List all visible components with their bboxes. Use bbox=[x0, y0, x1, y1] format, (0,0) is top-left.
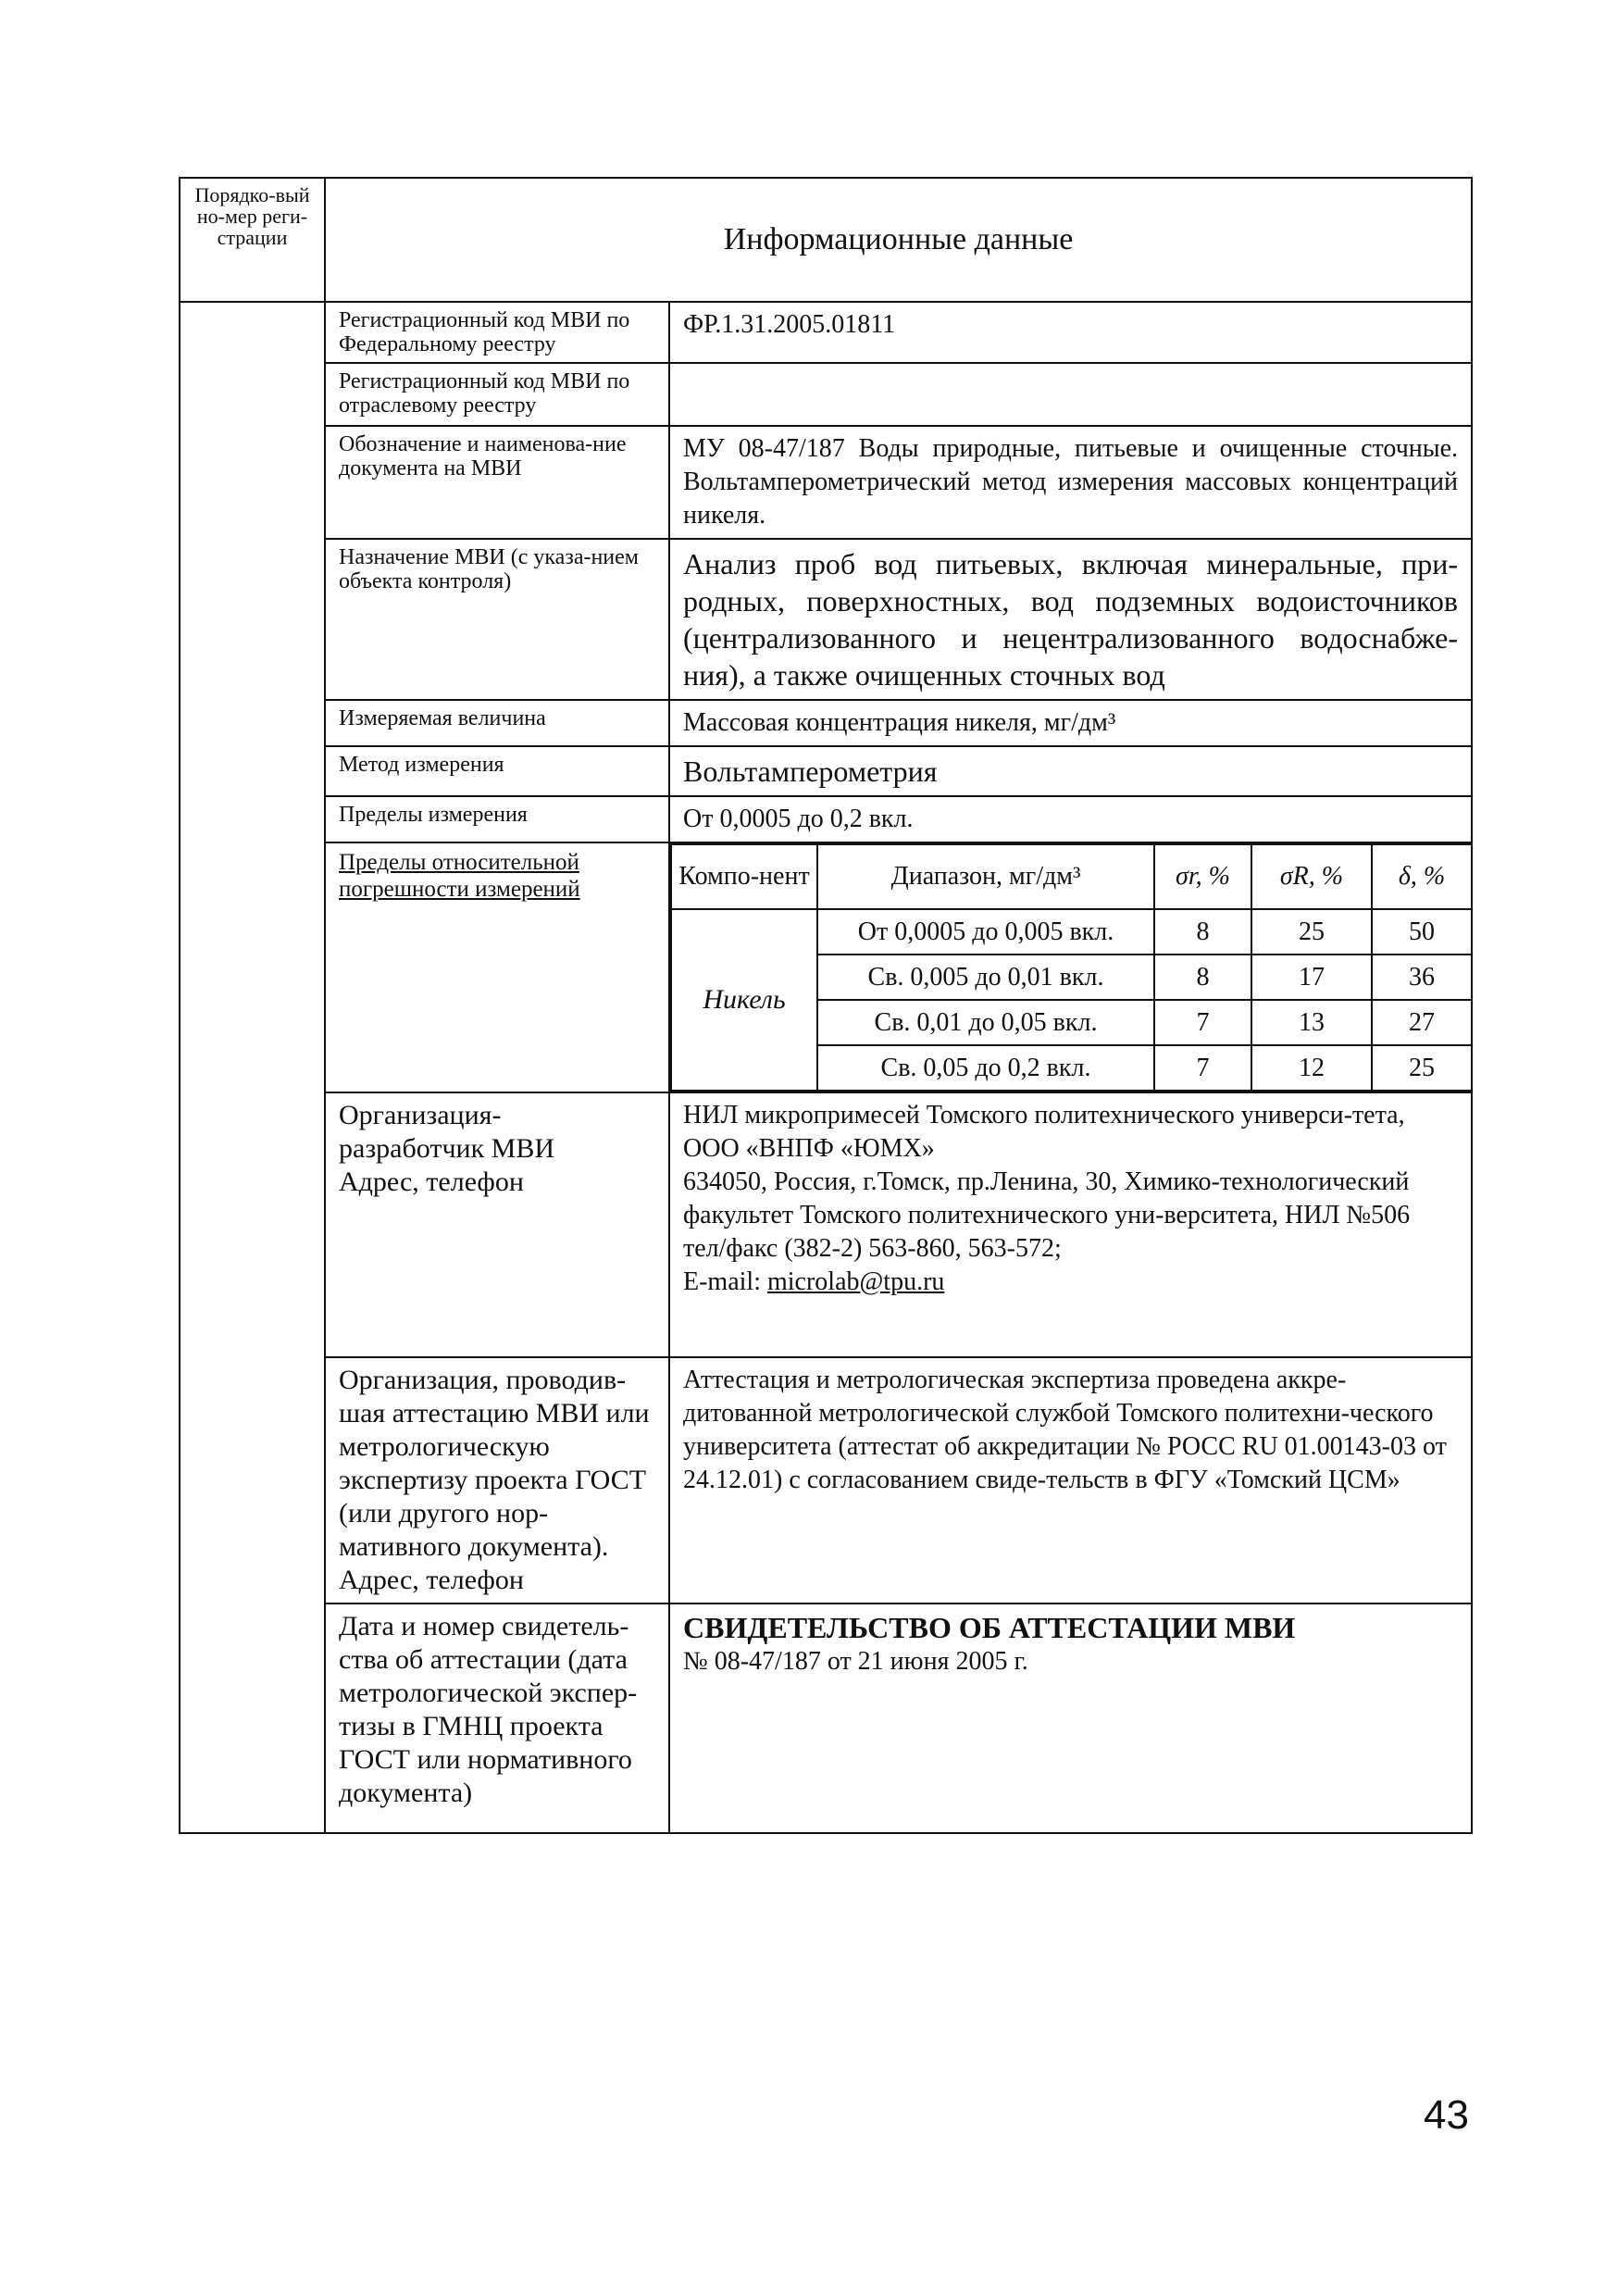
col-header-range: Диапазон, мг/дм³ bbox=[817, 844, 1154, 909]
purpose-label: Назначение МВИ (с указа-нием объекта контроля) bbox=[325, 539, 669, 700]
col-header-sigma-r: σr, % bbox=[1154, 844, 1251, 909]
developer-line: тел/факс (382-2) 563-860, 563-572; bbox=[683, 1234, 1062, 1263]
error-table bbox=[670, 843, 1473, 1092]
col-header-delta: δ, % bbox=[1372, 844, 1472, 909]
certificate-number: № 08-47/187 от 21 июня 2005 г. bbox=[683, 1647, 1028, 1676]
branch-code-value bbox=[669, 363, 1472, 426]
error-table-cell bbox=[669, 842, 1472, 1092]
range-2: Св. 0,01 до 0,05 вкл. bbox=[817, 1000, 1154, 1045]
range-1: Св. 0,005 до 0,01 вкл. bbox=[817, 955, 1154, 1000]
limits-value: От 0,0005 до 0,2 вкл. bbox=[669, 796, 1472, 842]
limits-label: Пределы измерения bbox=[325, 796, 669, 842]
sR-0: 25 bbox=[1251, 909, 1372, 955]
sR-3: 12 bbox=[1251, 1045, 1372, 1091]
purpose-value: Анализ проб вод питьевых, включая минеральные, при-родных, поверхностных, вод подземных водоисточников (централизованного и нецентрализованного водоснабже-ния), а также очищенных сточных вод bbox=[669, 539, 1472, 700]
developer-value bbox=[669, 1092, 1472, 1357]
sr-2: 7 bbox=[1154, 1000, 1251, 1045]
developer-label-line: Адрес, телефон bbox=[339, 1167, 524, 1197]
registration-table bbox=[179, 177, 1473, 1834]
d-3: 25 bbox=[1372, 1045, 1472, 1091]
developer-label-line: Организация- bbox=[339, 1100, 502, 1130]
sr-0: 8 bbox=[1154, 909, 1251, 955]
developer-email-line bbox=[683, 1266, 1458, 1299]
error-label-text: Пределы относительной погрешности измерений bbox=[339, 850, 580, 902]
col-header-component: Компо-нент bbox=[671, 844, 817, 909]
email-prefix: E-mail: bbox=[683, 1267, 767, 1296]
developer-line: НИЛ микропримесей Томского политехнического универси-тета, ООО «ВНПФ «ЮМХ» bbox=[683, 1101, 1405, 1163]
fed-code-value: ФР.1.31.2005.01811 bbox=[669, 302, 1472, 363]
certificate-value bbox=[669, 1603, 1472, 1833]
sR-2: 13 bbox=[1251, 1000, 1372, 1045]
range-3: Св. 0,05 до 0,2 вкл. bbox=[817, 1045, 1154, 1091]
method-value: Вольтамперометрия bbox=[669, 746, 1472, 796]
d-1: 36 bbox=[1372, 955, 1472, 1000]
d-0: 50 bbox=[1372, 909, 1472, 955]
component-name: Никель bbox=[671, 909, 817, 1091]
attest-org-value: Аттестация и метрологическая экспертиза проведена аккре-дитованной метрологической службой Томского политехни-ческого университета (аттестат об аккредитации № РОСС RU 01.00143-03 от 24.12.01) с согласованием свиде-тельств в ФГУ «Томский ЦСМ» bbox=[669, 1357, 1472, 1603]
branch-code-label: Регистрационный код МВИ по отраслевому реестру bbox=[325, 363, 669, 426]
col-header-sigma-R: σR, % bbox=[1251, 844, 1372, 909]
page-number: 43 bbox=[1424, 2092, 1469, 2138]
developer-label-line: разработчик МВИ bbox=[339, 1133, 555, 1164]
reg-number-cell bbox=[180, 302, 325, 1833]
doc-name-label: Обозначение и наименова-ние документа на МВИ bbox=[325, 426, 669, 539]
sR-1: 17 bbox=[1251, 955, 1372, 1000]
range-0: От 0,0005 до 0,005 вкл. bbox=[817, 909, 1154, 955]
developer-label bbox=[325, 1092, 669, 1357]
certificate-title: СВИДЕТЕЛЬСТВО ОБ АТТЕСТАЦИИ МВИ bbox=[683, 1611, 1296, 1644]
sr-1: 8 bbox=[1154, 955, 1251, 1000]
sr-3: 7 bbox=[1154, 1045, 1251, 1091]
reg-number-header: Порядко-вый но-мер реги-страции bbox=[180, 178, 325, 302]
quantity-label: Измеряемая величина bbox=[325, 700, 669, 746]
error-label bbox=[325, 842, 669, 1092]
method-label: Метод измерения bbox=[325, 746, 669, 796]
fed-code-label: Регистрационный код МВИ по Федеральному реестру bbox=[325, 302, 669, 363]
email-link[interactable]: microlab@tpu.ru bbox=[766, 1267, 945, 1296]
attest-org-label: Организация, проводив-шая аттестацию МВИ или метрологическую экспертизу проекта ГОСТ (или другого нор-мативного документа). Адрес, телефон bbox=[325, 1357, 669, 1603]
doc-name-value: МУ 08-47/187 Воды природные, питьевые и очищенные сточные. Вольтамперометрический метод измерения массовых концентраций никеля. bbox=[669, 426, 1472, 539]
info-header: Информационные данные bbox=[325, 178, 1472, 302]
certificate-label: Дата и номер свидетель-ства об аттестации (дата метрологической экспер-тизы в ГМНЦ проекта ГОСТ или нормативного документа) bbox=[325, 1603, 669, 1833]
d-2: 27 bbox=[1372, 1000, 1472, 1045]
developer-line: 634050, Россия, г.Томск, пр.Ленина, 30, Химико-технологический факультет Томского политехнического уни-верситета, НИЛ №506 bbox=[683, 1167, 1411, 1229]
quantity-value: Массовая концентрация никеля, мг/дм³ bbox=[669, 700, 1472, 746]
